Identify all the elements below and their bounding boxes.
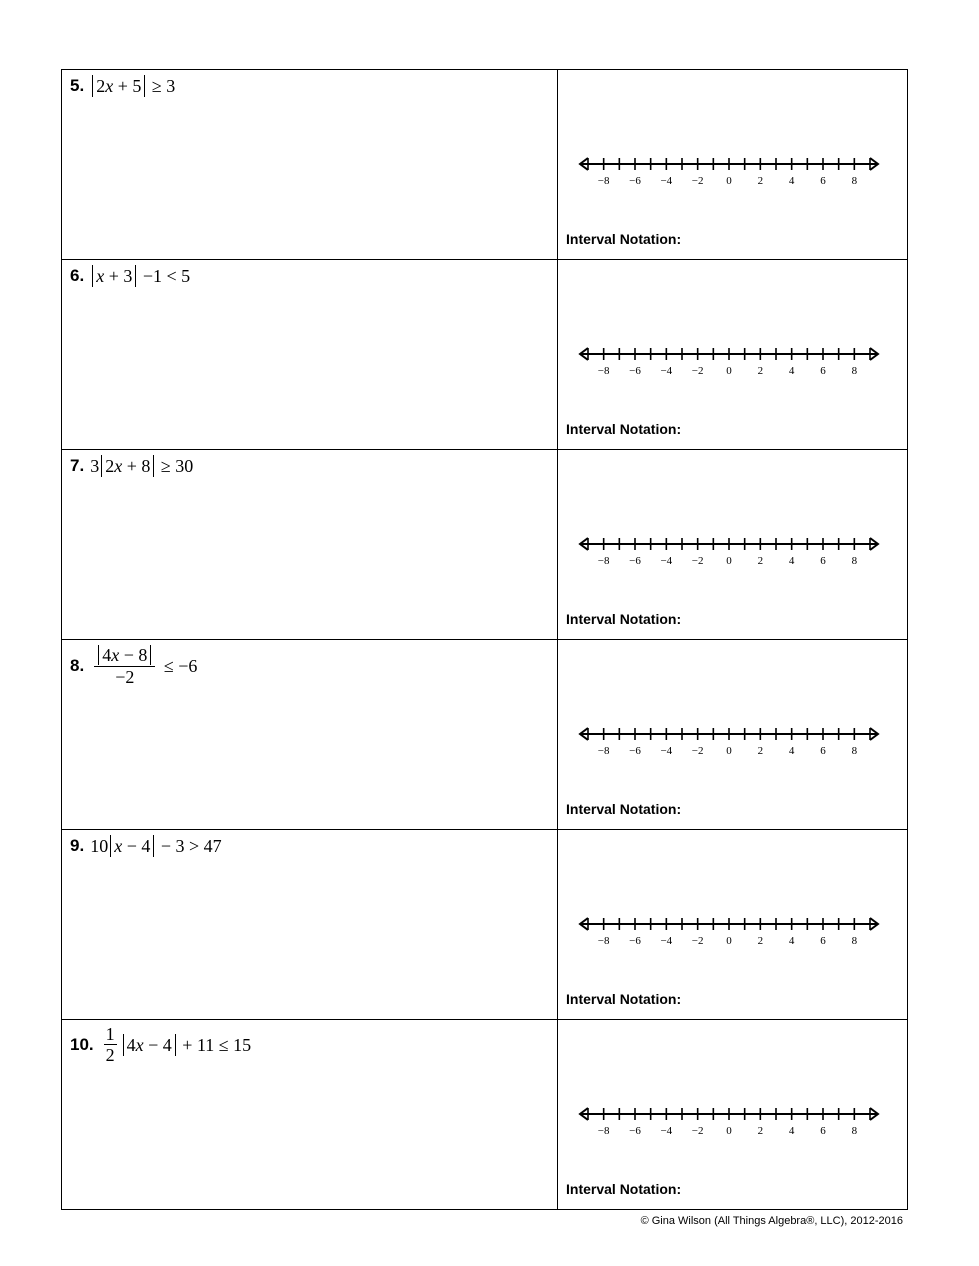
problem-row	[61, 260, 908, 450]
tick-label: 0	[726, 365, 732, 376]
number-line	[572, 342, 886, 376]
interval-notation-label: Interval Notation:	[566, 231, 682, 247]
tick-label: −8	[597, 365, 610, 376]
interval-notation-label: Interval Notation:	[566, 1181, 682, 1197]
number-line	[572, 722, 886, 756]
tick-label: 8	[851, 1125, 858, 1136]
graph-cell	[558, 1020, 907, 1209]
interval-notation-label: Interval Notation:	[566, 991, 682, 1007]
tick-label: −6	[629, 365, 641, 376]
tick-label: −2	[691, 555, 704, 566]
graph-cell	[558, 830, 907, 1019]
worksheet-table	[61, 69, 908, 1210]
tick-label: 8	[851, 555, 858, 566]
interval-notation-label: Interval Notation:	[566, 611, 682, 627]
tick-label: −6	[629, 745, 641, 756]
number-line	[572, 532, 886, 566]
problem-cell	[62, 260, 558, 449]
tick-label: 0	[726, 745, 732, 756]
fraction: $\frac{4x - 8}{-2}$	[94, 644, 155, 687]
tick-label: 2	[757, 935, 764, 946]
tick-label: 2	[757, 555, 764, 566]
problem-statement	[70, 74, 549, 98]
absolute-value: 4x − 8	[98, 645, 151, 665]
tick-label: −8	[597, 555, 610, 566]
tick-label: 8	[851, 365, 858, 376]
absolute-value: 2x + 5	[92, 75, 145, 97]
interval-notation-label: Interval Notation:	[566, 801, 682, 817]
absolute-value: 2x + 8	[101, 455, 154, 477]
tick-label: 4	[788, 555, 795, 566]
problem-cell	[62, 640, 558, 829]
problem-statement	[70, 644, 549, 687]
tick-label: −6	[629, 1125, 641, 1136]
absolute-value: x + 3	[92, 265, 136, 287]
graph-cell	[558, 450, 907, 639]
problem-cell	[62, 830, 558, 1019]
tick-label: 4	[788, 365, 795, 376]
tick-label: 2	[757, 175, 764, 186]
tick-label: 6	[820, 175, 826, 186]
inequality: $\frac{4x - 8}{-2}$ ≤ −6	[90, 644, 197, 687]
problem-cell	[62, 1020, 558, 1209]
number-line	[572, 1102, 886, 1136]
tick-label: −4	[660, 365, 673, 376]
problem-number: 7.	[70, 456, 85, 475]
copyright-footer: © Gina Wilson (All Things Algebra®, LLC), 2012-2016	[640, 1215, 903, 1227]
tick-label: 0	[726, 1125, 732, 1136]
tick-label: 6	[820, 365, 826, 376]
tick-label: −2	[691, 365, 704, 376]
tick-label: −6	[629, 175, 641, 186]
tick-label: −4	[660, 555, 673, 566]
interval-notation-label: Interval Notation:	[566, 421, 682, 437]
problem-number: 9.	[70, 836, 85, 855]
problem-number: 10.	[70, 1034, 94, 1054]
tick-label: 0	[726, 555, 732, 566]
tick-label: −4	[660, 1125, 673, 1136]
tick-label: −2	[691, 935, 704, 946]
tick-label: 8	[851, 935, 858, 946]
problem-cell	[62, 70, 558, 259]
problem-statement	[70, 1024, 549, 1065]
problem-row	[61, 640, 908, 830]
absolute-value: x − 4	[110, 835, 154, 857]
tick-label: 2	[757, 745, 764, 756]
tick-label: −6	[629, 935, 641, 946]
tick-label: 8	[851, 745, 858, 756]
tick-label: −8	[597, 745, 610, 756]
problem-number: 6.	[70, 266, 85, 285]
tick-label: 4	[788, 1125, 795, 1136]
graph-cell	[558, 640, 907, 829]
problem-number: 5.	[70, 76, 85, 95]
tick-label: −2	[691, 175, 704, 186]
tick-label: 4	[788, 935, 795, 946]
problem-statement	[70, 264, 549, 288]
tick-label: −6	[629, 555, 641, 566]
tick-label: 6	[820, 935, 826, 946]
number-line	[572, 152, 886, 186]
tick-label: 6	[820, 555, 826, 566]
problem-statement	[70, 834, 549, 858]
tick-label: 0	[726, 175, 732, 186]
tick-label: −4	[660, 745, 673, 756]
problem-cell	[62, 450, 558, 639]
inequality: 10 x − 4 − 3 > 47	[90, 836, 222, 856]
tick-label: −2	[691, 1125, 704, 1136]
graph-cell	[558, 260, 907, 449]
tick-label: −8	[597, 935, 610, 946]
tick-label: −8	[597, 1125, 610, 1136]
inequality: 2x + 5 ≥ 3	[90, 74, 175, 98]
problem-row	[61, 1020, 908, 1210]
tick-label: 6	[820, 1125, 826, 1136]
tick-label: 2	[757, 365, 764, 376]
tick-label: 4	[788, 745, 795, 756]
absolute-value: 4x − 4	[123, 1034, 176, 1056]
inequality: 3 2x + 8 ≥ 30	[90, 456, 194, 476]
tick-label: −8	[597, 175, 610, 186]
problem-statement	[70, 454, 549, 478]
inequality: x + 3 −1 < 5	[90, 264, 190, 288]
problem-row	[61, 70, 908, 260]
fraction: $\frac{1}{2}$	[105, 1024, 115, 1065]
tick-label: −2	[691, 745, 704, 756]
graph-cell	[558, 70, 907, 259]
problem-row	[61, 450, 908, 640]
tick-label: −4	[660, 175, 673, 186]
problem-number: 8.	[70, 655, 85, 675]
problem-row	[61, 830, 908, 1020]
tick-label: 4	[788, 175, 795, 186]
tick-label: −4	[660, 935, 673, 946]
number-line	[572, 912, 886, 946]
tick-label: 0	[726, 935, 732, 946]
inequality: $\frac{1}{2}$ 4x − 4 + 11 ≤ 15	[105, 1024, 252, 1065]
tick-label: 8	[851, 175, 858, 186]
tick-label: 6	[820, 745, 826, 756]
tick-label: 2	[757, 1125, 764, 1136]
